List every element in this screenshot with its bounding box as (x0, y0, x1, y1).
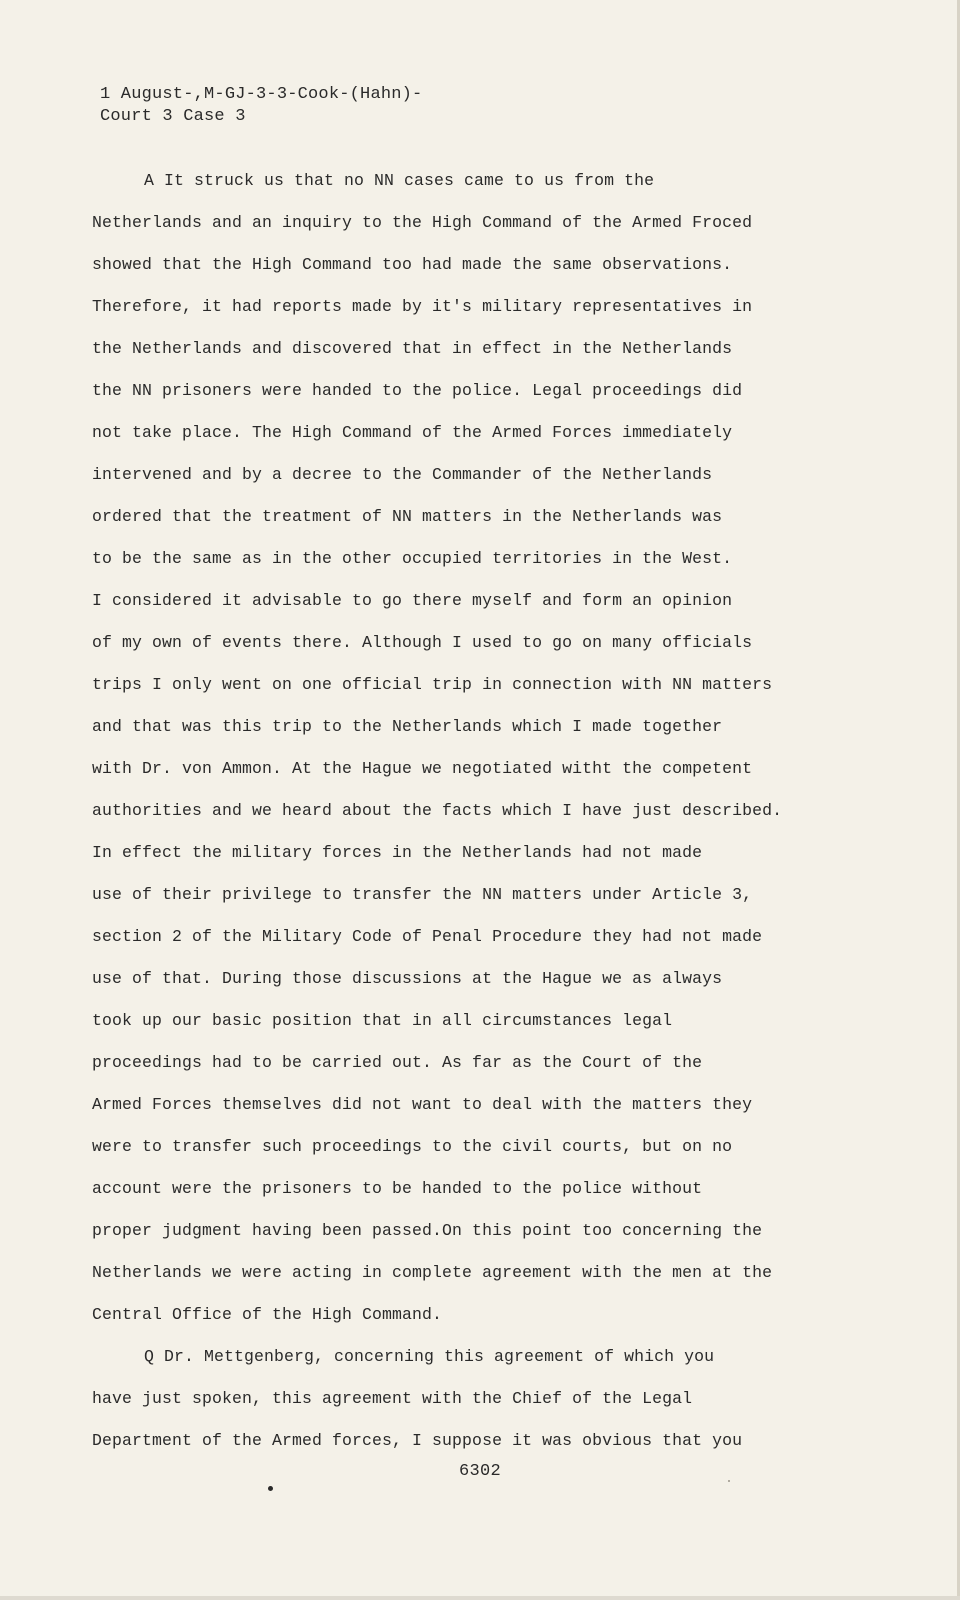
text-line: the NN prisoners were handed to the police. Legal proceedings did (92, 381, 743, 400)
text-line: to be the same as in the other occupied territories in the West. (92, 549, 733, 568)
text-line: trips I only went on one official trip in connection with NN matters (92, 675, 773, 694)
transcript-body (92, 160, 812, 1462)
text-line: Therefore, it had reports made by it's military representatives in (92, 297, 753, 316)
text-line: A It struck us that no NN cases came to us from the (144, 171, 655, 190)
ink-speck (268, 1486, 273, 1491)
text-line: Netherlands we were acting in complete agreement with the men at the (92, 1263, 773, 1282)
text-line: use of their privilege to transfer the NN matters under Article 3, (92, 885, 753, 904)
text-line: account were the prisoners to be handed to the police without (92, 1179, 703, 1198)
text-line: the Netherlands and discovered that in effect in the Netherlands (92, 339, 733, 358)
question-paragraph (92, 1336, 812, 1462)
text-line: with Dr. von Ammon. At the Hague we negotiated witht the competent (92, 759, 753, 778)
text-line: have just spoken, this agreement with the Chief of the Legal (92, 1389, 693, 1408)
text-line: Armed Forces themselves did not want to deal with the matters they (92, 1095, 753, 1114)
text-line: proper judgment having been passed.On this point too concerning the (92, 1221, 763, 1240)
text-line: In effect the military forces in the Netherlands had not made (92, 843, 703, 862)
answer-paragraph (92, 160, 812, 1336)
text-line: Department of the Armed forces, I suppose it was obvious that you (92, 1431, 743, 1450)
text-line: ordered that the treatment of NN matters in the Netherlands was (92, 507, 723, 526)
header-line-court-case: Court 3 Case 3 (100, 107, 246, 126)
text-line: authorities and we heard about the facts which I have just described. (92, 801, 783, 820)
header-line-date-code: 1 August-,M-GJ-3-3-Cook-(Hahn)- (100, 85, 423, 104)
text-line: intervened and by a decree to the Commander of the Netherlands (92, 465, 713, 484)
text-line: not take place. The High Command of the Armed Forces immediately (92, 423, 733, 442)
text-line: took up our basic position that in all circumstances legal (92, 1011, 673, 1030)
text-line: and that was this trip to the Netherlands which I made together (92, 717, 723, 736)
text-line: proceedings had to be carried out. As far as the Court of the (92, 1053, 703, 1072)
text-line: I considered it advisable to go there myself and form an opinion (92, 591, 733, 610)
text-line: section 2 of the Military Code of Penal Procedure they had not made (92, 927, 763, 946)
document-header (100, 84, 422, 128)
text-line: Netherlands and an inquiry to the High Command of the Armed Froced (92, 213, 753, 232)
text-line: use of that. During those discussions at the Hague we as always (92, 969, 723, 988)
page-edge-bottom (0, 1596, 960, 1600)
text-line: showed that the High Command too had made the same observations. (92, 255, 733, 274)
text-line: Central Office of the High Command. (92, 1305, 443, 1324)
page-number: 6302 (458, 1462, 501, 1481)
text-line: Q Dr. Mettgenberg, concerning this agreement of which you (144, 1347, 715, 1366)
ink-speck (728, 1480, 730, 1482)
text-line: were to transfer such proceedings to the civil courts, but on no (92, 1137, 733, 1156)
text-line: of my own of events there. Although I used to go on many officials (92, 633, 753, 652)
